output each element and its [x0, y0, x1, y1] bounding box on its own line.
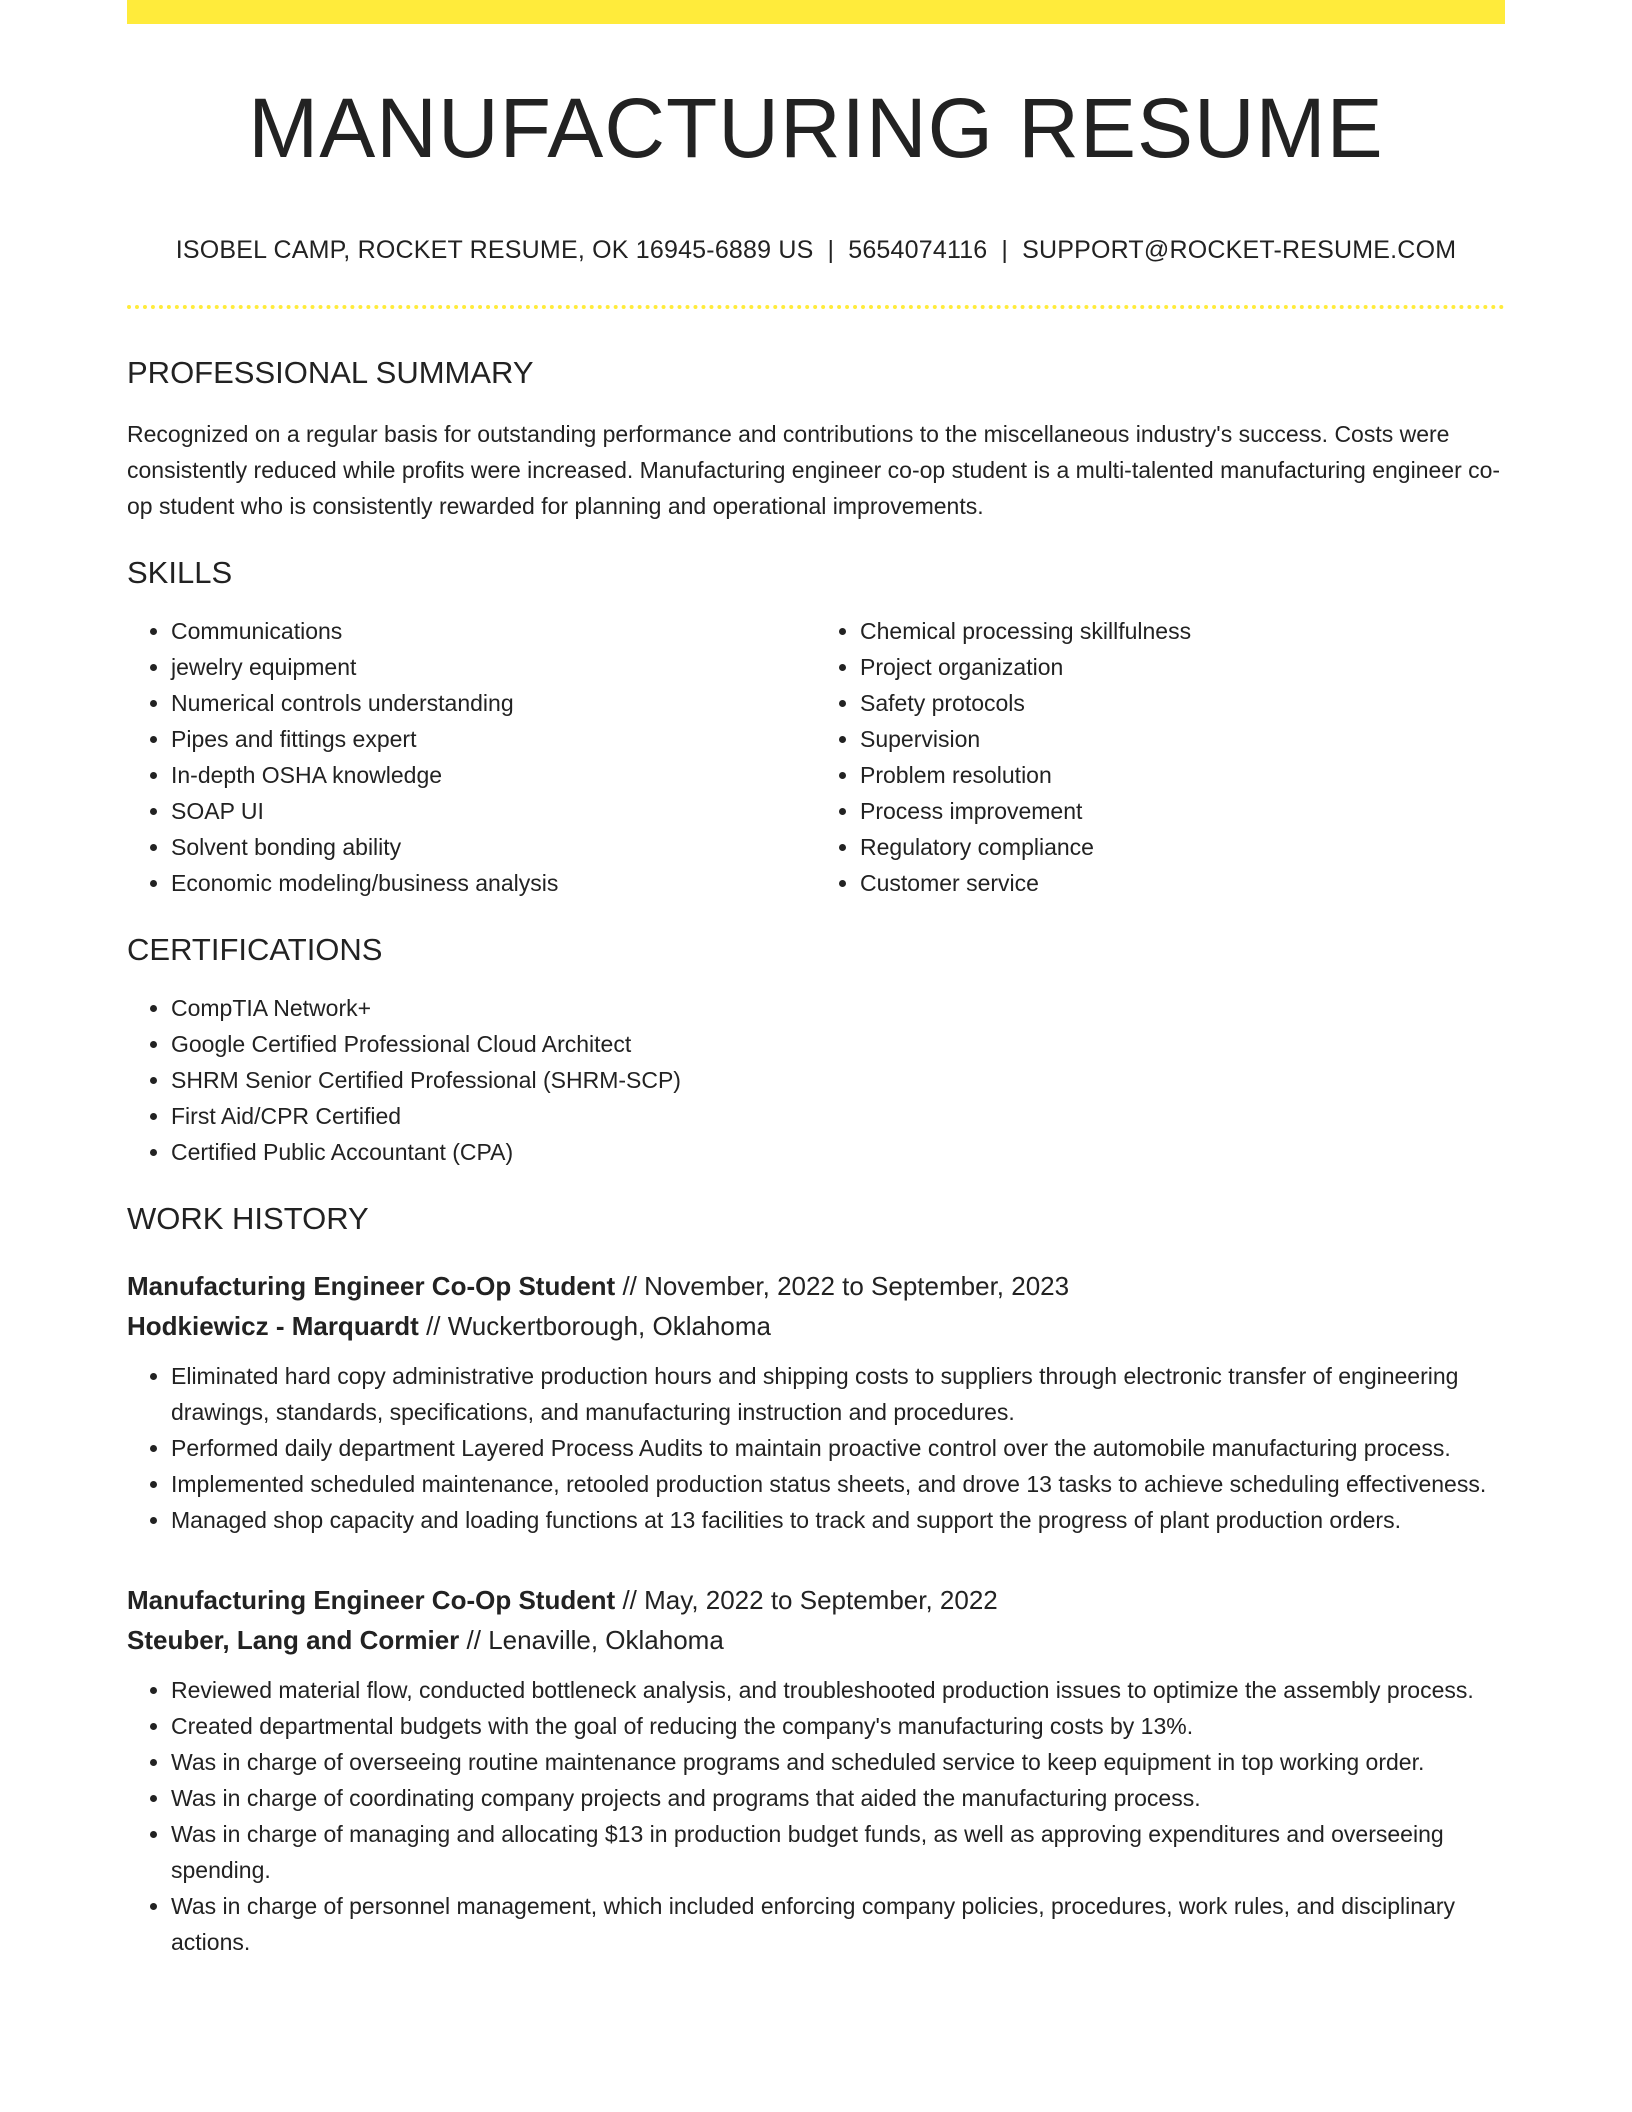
certifications-heading: CERTIFICATIONS: [127, 932, 383, 968]
job-bullet: • Created departmental budgets with the goal of reducing the company's manufacturing costs by 13%.: [171, 1708, 1505, 1744]
skill-item: • Supervision: [860, 721, 1505, 757]
contact-separator: |: [827, 236, 835, 265]
skills-list-left: [127, 613, 816, 901]
job-bullet: • Reviewed material flow, conducted bottleneck analysis, and troubleshooted production issues to optimize the assembly process.: [171, 1672, 1505, 1708]
job-bullet: • Was in charge of coordinating company projects and programs that aided the manufacturing process.: [171, 1780, 1505, 1816]
contact-line: [127, 234, 1505, 267]
skill-item: • Solvent bonding ability: [171, 829, 816, 865]
job-dates: // May, 2022 to September, 2022: [622, 1584, 998, 1615]
certifications-list: [127, 990, 1505, 1170]
skill-item: • Problem resolution: [860, 757, 1505, 793]
job-title-line: [127, 1580, 1505, 1620]
dotted-divider: [127, 305, 1505, 309]
skill-item: • Regulatory compliance: [860, 829, 1505, 865]
skill-item: • Economic modeling/business analysis: [171, 865, 816, 901]
job-bullet: • Performed daily department Layered Process Audits to maintain proactive control over the automobile manufacturing process.: [171, 1430, 1505, 1466]
certification-item: • CompTIA Network+: [171, 990, 1505, 1026]
summary-text: Recognized on a regular basis for outstanding performance and contributions to the miscellaneous industry's success. Costs were consistently reduced while profits were increased. Manufacturing engineer co-op student is a multi-talented manufacturing engineer co-op student who is consistently rewarded for planning and operational improvements.: [127, 421, 1501, 520]
job-title: Manufacturing Engineer Co-Op Student: [127, 1270, 616, 1301]
certification-item: • Google Certified Professional Cloud Architect: [171, 1026, 1505, 1062]
job-entry: [127, 1580, 1505, 1960]
job-title-line: [127, 1266, 1505, 1306]
job-company: Hodkiewicz - Marquardt: [127, 1310, 419, 1341]
skills-columns: [127, 613, 1505, 901]
skills-heading: SKILLS: [127, 555, 233, 591]
skill-item: • Project organization: [860, 649, 1505, 685]
skill-item: • In-depth OSHA knowledge: [171, 757, 816, 793]
job-dates: // November, 2022 to September, 2023: [622, 1270, 1070, 1301]
skill-item: • Communications: [171, 613, 816, 649]
job-location: // Lenaville, Oklahoma: [466, 1624, 724, 1655]
job-bullet: • Managed shop capacity and loading functions at 13 facilities to track and support the progress of plant production orders.: [171, 1502, 1505, 1538]
contact-separator: |: [1001, 236, 1009, 265]
skill-item: • Customer service: [860, 865, 1505, 901]
job-company-line: [127, 1620, 1505, 1660]
skill-item: • Pipes and fittings expert: [171, 721, 816, 757]
contact-phone: 5654074116: [848, 236, 988, 265]
resume-page: [127, 0, 1505, 1960]
skill-item: • Process improvement: [860, 793, 1505, 829]
work-history-heading: WORK HISTORY: [127, 1201, 369, 1237]
job-bullet: • Was in charge of personnel management, which included enforcing company policies, procedures, work rules, and disciplinary actions.: [171, 1888, 1505, 1960]
skill-item: • jewelry equipment: [171, 649, 816, 685]
skills-list-right: [816, 613, 1505, 901]
certification-item: • Certified Public Accountant (CPA): [171, 1134, 1505, 1170]
resume-title: MANUFACTURING RESUME: [248, 81, 1384, 175]
job-location: // Wuckertborough, Oklahoma: [426, 1310, 771, 1341]
skill-item: • SOAP UI: [171, 793, 816, 829]
job-bullet: • Was in charge of managing and allocating $13 in production budget funds, as well as approving expenditures and overseeing spending.: [171, 1816, 1505, 1888]
certification-item: • First Aid/CPR Certified: [171, 1098, 1505, 1134]
contact-email: SUPPORT@ROCKET-RESUME.COM: [1022, 236, 1457, 265]
skill-item: • Numerical controls understanding: [171, 685, 816, 721]
job-company: Steuber, Lang and Cormier: [127, 1624, 460, 1655]
certification-item: • SHRM Senior Certified Professional (SHRM-SCP): [171, 1062, 1505, 1098]
job-bullets: [127, 1672, 1505, 1960]
job-company-line: [127, 1306, 1505, 1346]
job-bullet: • Implemented scheduled maintenance, retooled production status sheets, and drove 13 tasks to achieve scheduling effectiveness.: [171, 1466, 1505, 1502]
contact-address: ISOBEL CAMP, ROCKET RESUME, OK 16945-6889 US: [175, 236, 814, 265]
job-title: Manufacturing Engineer Co-Op Student: [127, 1584, 616, 1615]
skill-item: • Safety protocols: [860, 685, 1505, 721]
job-bullet: • Eliminated hard copy administrative production hours and shipping costs to suppliers through electronic transfer of engineering drawings, standards, specifications, and manufacturing instruction and procedures.: [171, 1358, 1505, 1430]
accent-top-bar: [127, 0, 1505, 24]
job-entry: [127, 1266, 1505, 1538]
job-bullet: • Was in charge of overseeing routine maintenance programs and scheduled service to keep equipment in top working order.: [171, 1744, 1505, 1780]
job-bullets: [127, 1358, 1505, 1538]
skill-item: • Chemical processing skillfulness: [860, 613, 1505, 649]
summary-heading: PROFESSIONAL SUMMARY: [127, 354, 534, 390]
